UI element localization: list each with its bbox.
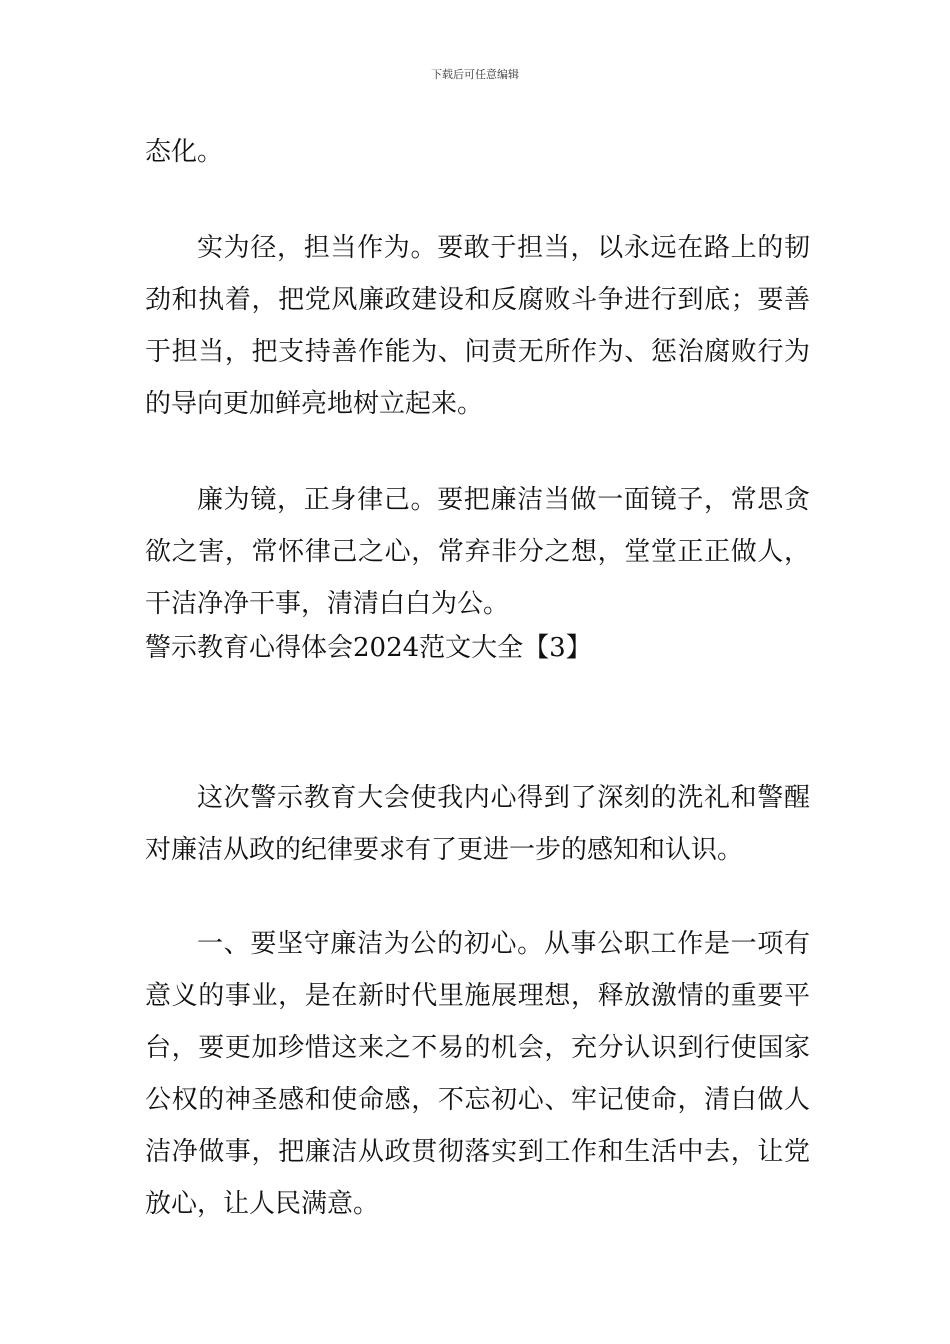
paragraph-lian-wei-jing: 廉为镜，正身律己。要把廉洁当做一面镜子，常思贪欲之害，常怀律己之心，常弃非分之想，堂堂正正做人，干洁净净干事，清清白白为公。 (145, 485, 810, 619)
paragraph-continuation: 态化。 (145, 137, 224, 167)
paragraph-point-one: 一、要坚守廉洁为公的初心。从事公职工作是一项有意义的事业，是在新时代里施展理想，释放激情的重要平台，要更加珍惜这来之不易的机会，充分认识到行使国家公权的神圣感和使命感，不忘初心、牢记使命，清白做人洁净做事，把廉洁从政贯彻落实到工作和生活中去，让党放心，让人民满意。 (145, 929, 810, 1219)
paragraph-shi-wei-jing: 实为径，担当作为。要敢于担当，以永远在路上的韧劲和执着，把党风廉政建设和反腐败斗争进行到底；要善于担当，把支持善作能为、问责无所作为、惩治腐败行为的导向更加鲜亮地树立起来。 (145, 233, 810, 419)
paragraph-intro: 这次警示教育大会使我内心得到了深刻的洗礼和警醒对廉洁从政的纪律要求有了更进一步的感知和认识。 (145, 783, 810, 865)
section-heading: 警示教育心得体会2024范文大全【3】 (145, 633, 592, 663)
header-note: 下载后可任意编辑 (431, 68, 519, 81)
